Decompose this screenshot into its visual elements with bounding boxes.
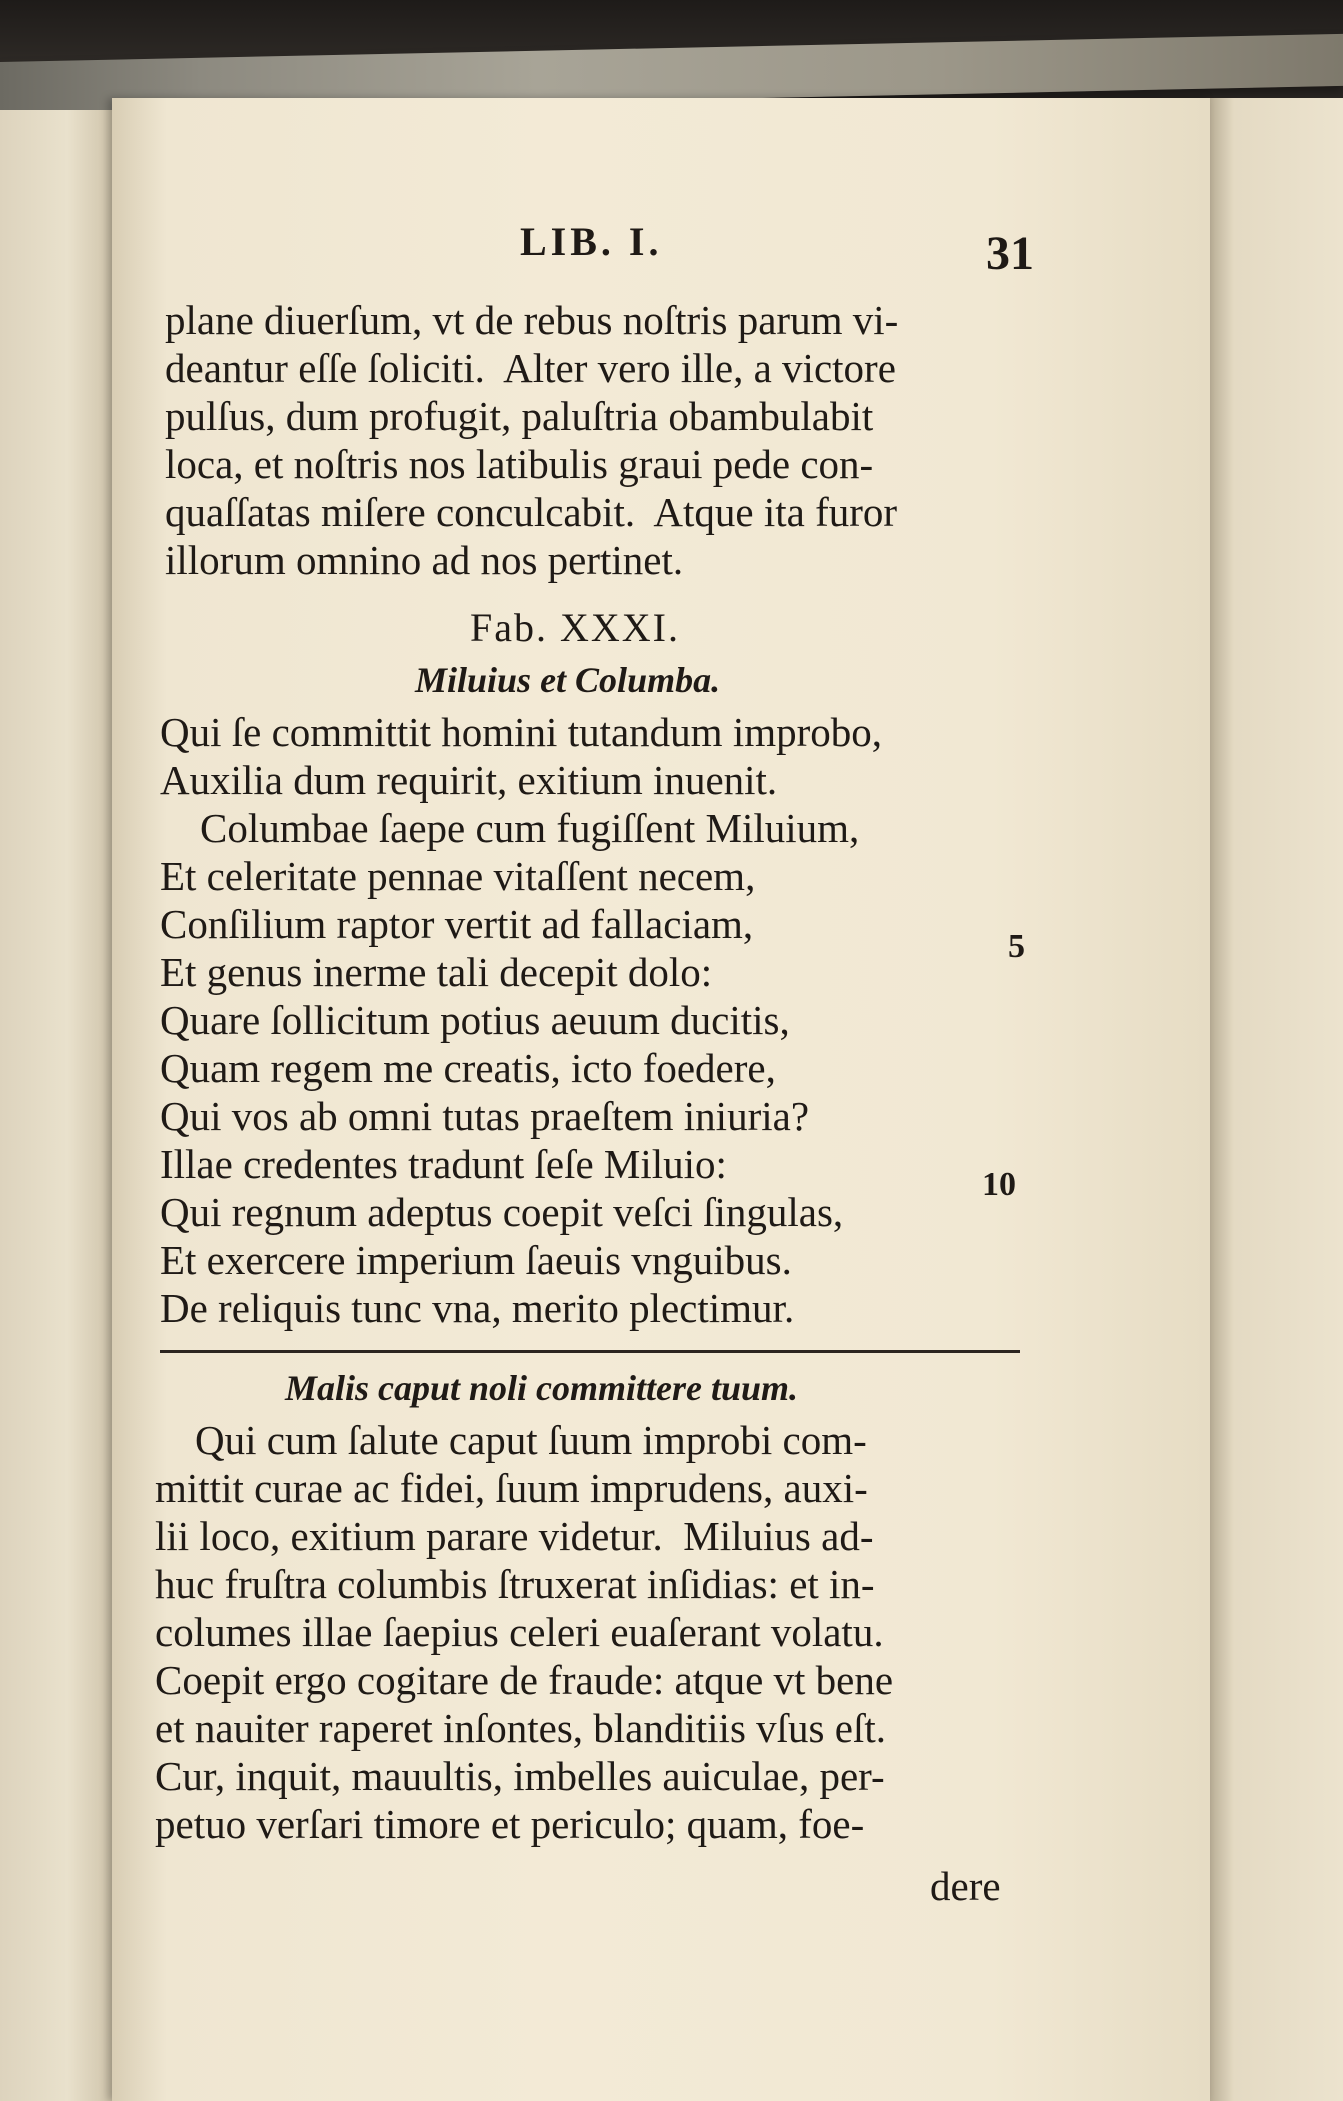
prose-line: quaſſatas miſere conculcabit. Atque ita furor — [165, 489, 898, 535]
catchword: dere — [930, 1863, 1001, 1909]
moral-line: columes illae ſaepius celeri euaſerant volatu. — [155, 1609, 884, 1655]
prose-line: deantur eſſe ſoliciti. Alter vero ille, a victore — [165, 345, 896, 391]
verse-line: Quam regem me creatis, icto foedere, — [160, 1045, 776, 1091]
fable-title: Fab. XXXI. — [470, 605, 680, 650]
horizontal-rule — [160, 1350, 1020, 1353]
line-number: 10 — [982, 1166, 1016, 1203]
verse-line: Qui ſe committit homini tutandum improbo, — [160, 709, 883, 755]
verse-line: Et exercere imperium ſaeuis vnguibus. — [160, 1237, 792, 1283]
verse-line: Columbae ſaepe cum fugiſſent Miluium, — [200, 805, 860, 851]
verse-line: Qui regnum adeptus coepit veſci ſingulas, — [160, 1189, 844, 1235]
prose-line: pulſus, dum profugit, paluſtria obambulabit — [165, 393, 874, 439]
verse-line: Illae credentes tradunt ſeſe Miluio: — [160, 1141, 727, 1187]
verse-line: Quare ſollicitum potius aeuum ducitis, — [160, 997, 790, 1043]
prose-line: illorum omnino ad nos pertinet. — [165, 537, 684, 583]
prose-line: loca, et noſtris nos latibulis graui pede con- — [165, 441, 874, 487]
right-page-edge — [1210, 98, 1343, 2101]
fable-subtitle: Miluius et Columba. — [415, 660, 721, 700]
moral-line: petuo verſari timore et periculo; quam, foe- — [155, 1801, 865, 1847]
prose-line: plane diuerſum, vt de rebus noſtris parum vi- — [165, 297, 899, 343]
moral-line: mittit curae ac fidei, ſuum imprudens, auxi- — [155, 1465, 868, 1511]
line-number: 5 — [1008, 928, 1025, 965]
verse-line: De reliquis tunc vna, merito plectimur. — [160, 1285, 795, 1331]
page-number: 31 — [986, 227, 1034, 280]
verse-line: Et celeritate pennae vitaſſent necem, — [160, 853, 756, 899]
running-title: LIB. I. — [520, 219, 663, 264]
verse-line: Qui vos ab omni tutas praeſtem iniuria? — [160, 1093, 810, 1139]
verse-line: Auxilia dum requirit, exitium inuenit. — [160, 757, 778, 803]
moral-line: huc fruſtra columbis ſtruxerat inſidias: et in- — [155, 1561, 875, 1607]
moral-line: Qui cum ſalute caput ſuum improbi com- — [195, 1417, 867, 1463]
moral-line: et nauiter raperet inſontes, blanditiis vſus eſt. — [155, 1705, 886, 1751]
moral-line: Coepit ergo cogitare de fraude: atque vt bene — [155, 1657, 894, 1703]
moral-heading: Malis caput noli committere tuum. — [285, 1368, 799, 1408]
left-page-edge — [0, 110, 112, 2101]
verse-line: Et genus inerme tali decepit dolo: — [160, 949, 713, 995]
moral-line: lii loco, exitium parare videtur. Miluius ad- — [155, 1513, 874, 1559]
verse-line: Conſilium raptor vertit ad fallaciam, — [160, 901, 754, 947]
moral-line: Cur, inquit, mauultis, imbelles auiculae, per- — [155, 1753, 885, 1799]
